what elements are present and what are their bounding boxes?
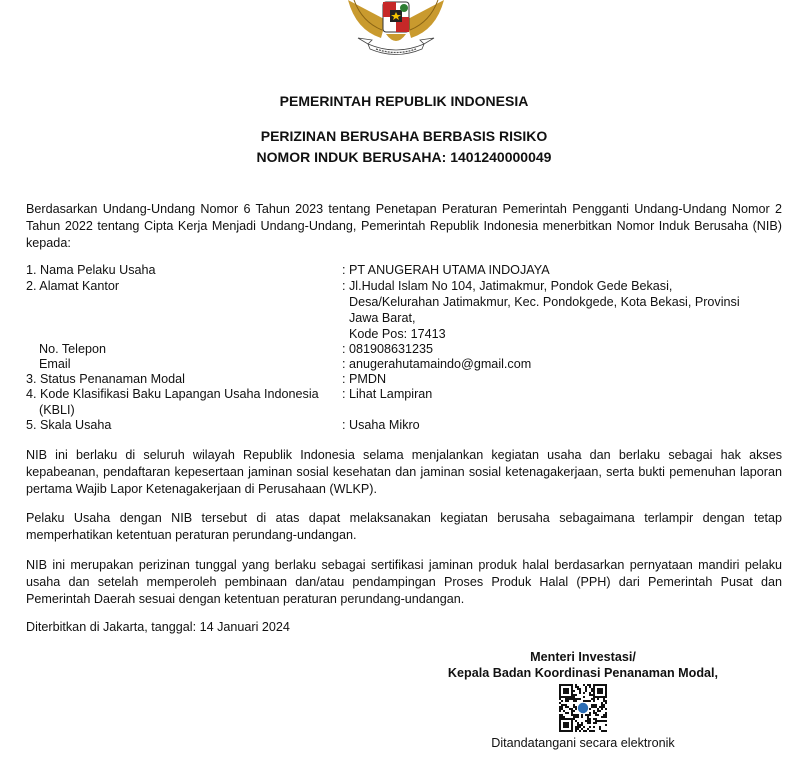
document-title: PERIZINAN BERUSAHA BERBASIS RISIKO xyxy=(260,128,548,144)
halal-paragraph: NIB ini merupakan perizinan tunggal yang berlaku sebagai sertifikasi jaminan produk halal berdasarkan pernyataan mandiri pelaku usaha dan setelah memperoleh pembinaan dan/atau pendampingan Proses Produk Halal (PPH) dari Pemerintah Pusat dan Pemerintah Daerah sesuai dengan ketentuan peraturan perundang-undangan. xyxy=(26,558,782,606)
field-value: : Lihat Lampiran xyxy=(342,387,433,401)
electronic-signature-note: Ditandatangani secara elektronik xyxy=(491,736,675,750)
field-value: Desa/Kelurahan Jatimakmur, Kec. Pondokgede, Kota Bekasi, Provinsi xyxy=(349,295,740,309)
garuda-emblem-icon xyxy=(346,0,446,60)
validity-paragraph: NIB ini berlaku di seluruh wilayah Republik Indonesia selama menjalankan kegiatan usaha dan berlaku sebagai hak akses kepabeanan, pendaftaran kepesertaan jaminan sosial kesehatan dan jaminan sosial ketenagakerjaan, serta bukti pemenuhan laporan pertama Wajib Lapor Ketenagakerjaan di Perusahaan (WLKP). xyxy=(26,448,782,496)
field-value: : PMDN xyxy=(342,372,387,386)
field-value: : anugerahutamaindo@gmail.com xyxy=(342,357,532,371)
government-heading: PEMERINTAH REPUBLIK INDONESIA xyxy=(279,93,529,109)
field-value: : 081908631235 xyxy=(342,342,434,356)
field-value: Kode Pos: 17413 xyxy=(349,327,446,341)
field-label: 2. Alamat Kantor xyxy=(26,279,120,293)
field-label-continued: (KBLI) xyxy=(39,403,75,417)
field-label: 1. Nama Pelaku Usaha xyxy=(26,263,156,277)
field-value: Jawa Barat, xyxy=(349,311,416,325)
issued-date: Diterbitkan di Jakarta, tanggal: 14 Januari 2024 xyxy=(26,620,290,634)
field-label: 4. Kode Klasifikasi Baku Lapangan Usaha Indonesia xyxy=(26,387,319,401)
bkpm-logo-icon xyxy=(578,703,588,713)
field-value: : Usaha Mikro xyxy=(342,418,420,432)
activity-paragraph: Pelaku Usaha dengan NIB tersebut di atas dapat melaksanakan kegiatan berusaha sebagaimana terlampir dengan tetap memperhatikan ketentuan peraturan perundang-undangan. xyxy=(26,511,782,542)
field-label: 3. Status Penanaman Modal xyxy=(26,372,185,386)
field-label: 5. Skala Usaha xyxy=(26,418,112,432)
field-value: : Jl.Hudal Islam No 104, Jatimakmur, Pondok Gede Bekasi, xyxy=(342,279,673,293)
signer-office: Kepala Badan Koordinasi Penanaman Modal, xyxy=(447,666,719,680)
nib-number: NOMOR INDUK BERUSAHA: 1401240000049 xyxy=(256,149,552,165)
field-label: No. Telepon xyxy=(39,342,106,356)
intro-paragraph: Berdasarkan Undang-Undang Nomor 6 Tahun 2023 tentang Penetapan Peraturan Pemerintah Pengganti Undang-Undang Nomor 2 Tahun 2022 tentang Cipta Kerja Menjadi Undang-Undang, Pemerintah Republik Indonesia menerbitkan Nomor Induk Berusaha (NIB) kepada: xyxy=(26,202,782,250)
signer-title: Menteri Investasi/ xyxy=(530,650,636,664)
qr-code-icon xyxy=(559,684,607,732)
field-label: Email xyxy=(39,357,71,371)
field-value: : PT ANUGERAH UTAMA INDOJAYA xyxy=(342,263,550,277)
